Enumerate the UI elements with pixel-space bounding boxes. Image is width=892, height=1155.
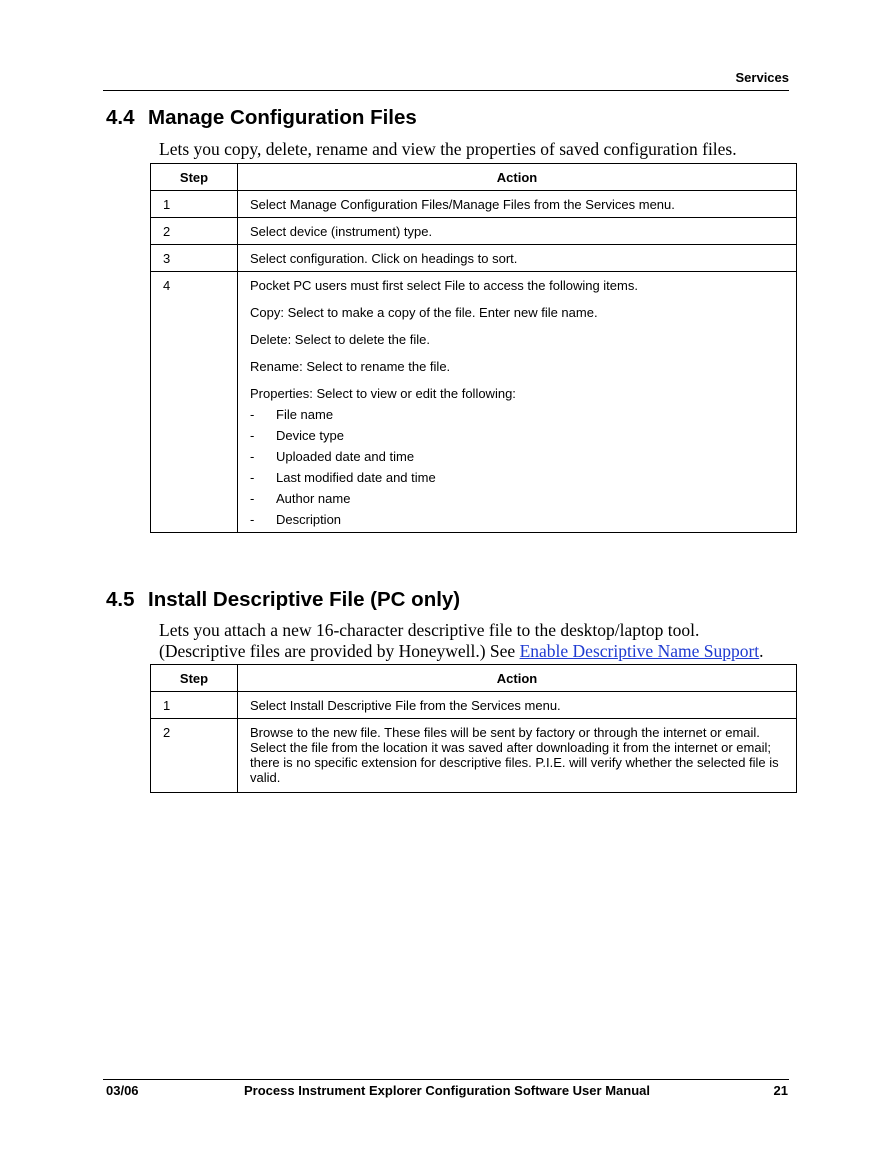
steps-table-install-descriptive-file — [150, 664, 797, 793]
footer-title: Process Instrument Explorer Configuration Software User Manual — [244, 1083, 650, 1098]
table-header-row — [151, 164, 797, 191]
section-title: Install Descriptive File (PC only) — [148, 588, 461, 611]
step-action: Select Manage Configuration Files/Manage Files from the Services menu. — [238, 191, 797, 218]
action-paragraph: Properties: Select to view or edit the following: — [250, 386, 516, 401]
list-item — [250, 407, 788, 422]
intro-text: (Descriptive files are provided by Honeywell.) See — [159, 641, 520, 661]
column-header-step: Step — [151, 665, 238, 692]
steps-table-manage-files — [150, 163, 797, 533]
section-heading-4-4 — [106, 106, 417, 130]
step-action: Select Install Descriptive File from the Services menu. — [238, 692, 797, 719]
dash-bullet: - — [250, 470, 255, 485]
section-number: 4.4 — [106, 106, 135, 129]
section-intro — [159, 620, 819, 662]
table-row — [151, 719, 797, 793]
list-item — [250, 428, 788, 443]
table-row — [151, 245, 797, 272]
action-paragraph: Copy: Select to make a copy of the file. Enter new file name. — [250, 305, 598, 320]
section-number: 4.5 — [106, 588, 135, 611]
footer-date: 03/06 — [106, 1083, 139, 1098]
action-paragraph: Pocket PC users must first select File to access the following items. — [250, 278, 638, 293]
list-item-text: File name — [276, 407, 334, 422]
step-action: Browse to the new file. These files will be sent by factory or through the internet or email. Select the file from the location it was saved after downloading it from the internet or email; there is no specific extension for descriptive files. P.I.E. will verify whether the selected file is valid. — [238, 719, 797, 793]
list-item — [250, 491, 788, 506]
dash-bullet: - — [250, 449, 255, 464]
dash-bullet: - — [250, 491, 255, 506]
action-paragraph: Rename: Select to rename the file. — [250, 359, 451, 374]
intro-line — [159, 641, 819, 662]
running-header: Services — [735, 70, 789, 85]
header-rule — [103, 90, 789, 91]
dash-bullet: - — [250, 512, 255, 527]
action-paragraph: Delete: Select to delete the file. — [250, 332, 430, 347]
step-action-detail — [238, 272, 797, 533]
dash-bullet: - — [250, 407, 255, 422]
footer-rule — [103, 1079, 789, 1080]
list-item-text: Last modified date and time — [276, 470, 436, 485]
list-item — [250, 470, 788, 485]
step-number: 2 — [151, 719, 238, 793]
step-action: Select device (instrument) type. — [238, 218, 797, 245]
step-number: 1 — [151, 191, 238, 218]
table-row — [151, 191, 797, 218]
section-title: Manage Configuration Files — [148, 106, 417, 129]
table-row — [151, 692, 797, 719]
list-item-text: Author name — [276, 491, 351, 506]
step-number: 2 — [151, 218, 238, 245]
step-number: 1 — [151, 692, 238, 719]
list-item-text: Description — [276, 512, 342, 527]
step-number: 3 — [151, 245, 238, 272]
table-header-row — [151, 665, 797, 692]
table-row — [151, 218, 797, 245]
list-item-text: Device type — [276, 428, 344, 443]
intro-text: . — [759, 641, 764, 661]
dash-bullet: - — [250, 428, 255, 443]
list-item-text: Uploaded date and time — [276, 449, 415, 464]
enable-descriptive-name-support-link[interactable]: Enable Descriptive Name Support — [519, 641, 760, 661]
intro-line: Lets you attach a new 16-character descriptive file to the desktop/laptop tool. — [159, 620, 700, 640]
section-intro: Lets you copy, delete, rename and view the properties of saved configuration files. — [159, 139, 737, 159]
column-header-step: Step — [151, 164, 238, 191]
list-item — [250, 449, 788, 464]
step-action: Select configuration. Click on headings to sort. — [238, 245, 797, 272]
page-number: 21 — [773, 1083, 788, 1098]
column-header-action: Action — [238, 164, 797, 191]
properties-list — [250, 407, 788, 527]
table-row — [151, 272, 797, 533]
list-item — [250, 512, 788, 527]
section-heading-4-5 — [106, 588, 460, 612]
step-number: 4 — [151, 272, 238, 533]
column-header-action: Action — [238, 665, 797, 692]
